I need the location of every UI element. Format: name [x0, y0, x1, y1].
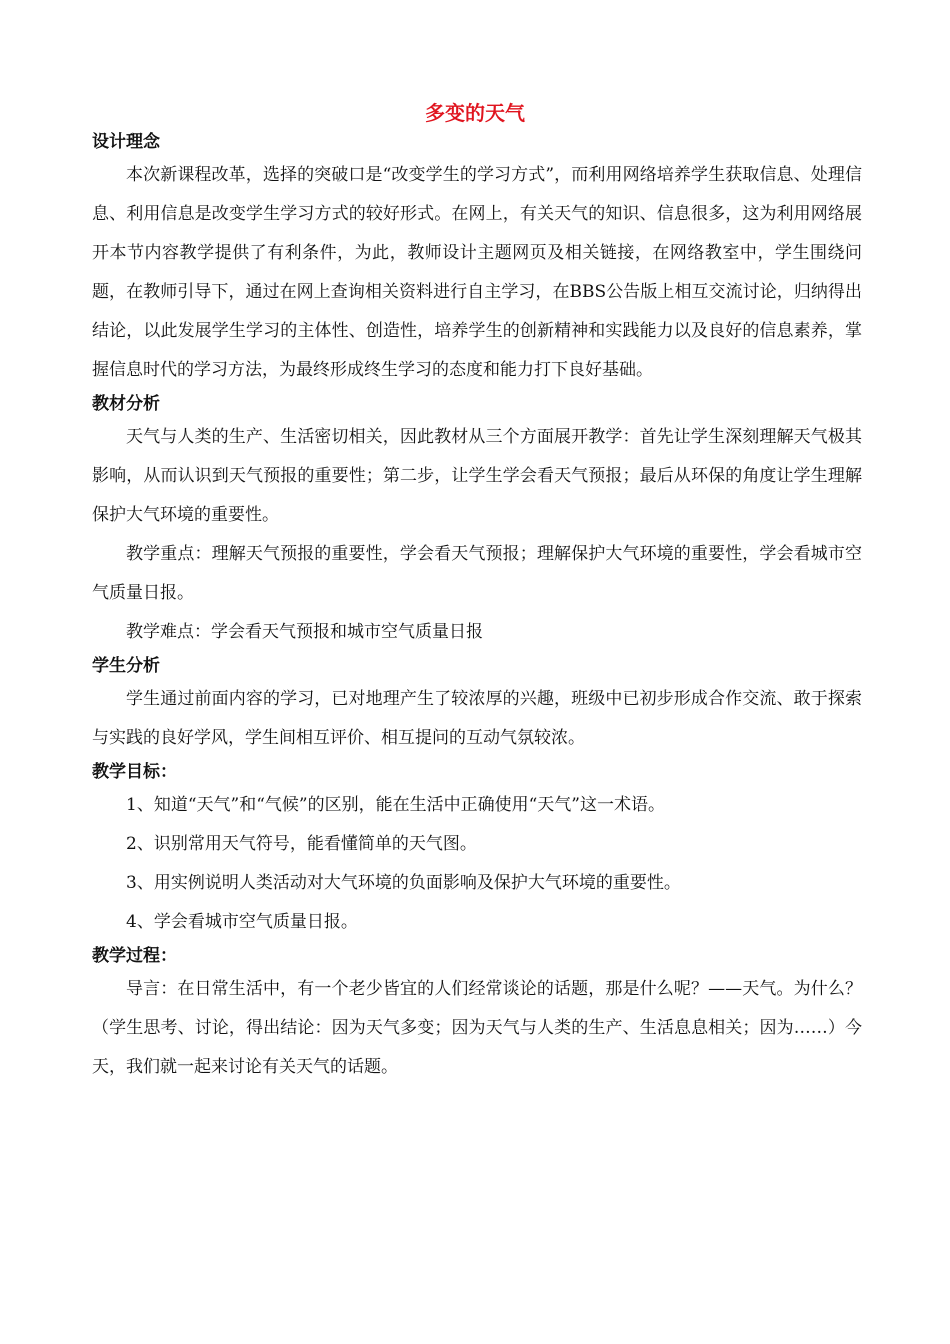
section-heading: 教学过程：: [92, 946, 177, 966]
paragraph: 导言：在日常生活中，有一个老少皆宜的人们经常谈论的话题，那是什么呢？——天气。为什么？（学生思考、讨论，得出结论：因为天气多变；因为天气与人类的生产、生活息息相关；因为……）今天，我们就一起来讨论有关天气的话题。: [92, 979, 862, 1077]
paragraph: 天气与人类的生产、生活密切相关，因此教材从三个方面展开教学：首先让学生深刻理解天气极其影响，从而认识到天气预报的重要性；第二步，让学生学会看天气预报；最后从环保的角度让学生理解保护大气环境的重要性。: [92, 427, 862, 525]
paragraph: 本次新课程改革，选择的突破口是“改变学生的学习方式”，而利用网络培养学生获取信息、处理信息、利用信息是改变学生学习方式的较好形式。在网上，有关天气的知识、信息很多，这为利用网络展开本节内容教学提供了有利条件，为此，教师设计主题网页及相关链接，在网络教室中，学生围绕问题，在教师引导下，通过在网上查询相关资料进行自主学习，在BBS公告版上相互交流讨论，归纳得出结论，以此发展学生学习的主体性、创造性，培养学生的创新精神和实践能力以及良好的信息素养，掌握信息时代的学习方法，为最终形成终生学习的态度和能力打下良好基础。: [92, 165, 862, 380]
paragraph: 教学重点：理解天气预报的重要性，学会看天气预报；理解保护大气环境的重要性，学会看城市空气质量日报。: [92, 544, 862, 603]
list-item: 3、用实例说明人类活动对大气环境的负面影响及保护大气环境的重要性。: [126, 873, 681, 893]
document-body: [92, 128, 862, 1087]
section-design-concept: [92, 128, 862, 390]
paragraph: 学生通过前面内容的学习，已对地理产生了较浓厚的兴趣，班级中已初步形成合作交流、敢于探索与实践的良好学风，学生间相互评价、相互提问的互动气氛较浓。: [92, 689, 862, 748]
section-student-analysis: [92, 652, 862, 758]
list-item: 1、知道“天气”和“气候”的区别，能在生活中正确使用“天气”这一术语。: [126, 795, 665, 815]
section-heading: 教学目标：: [92, 762, 177, 782]
section-material-analysis: [92, 390, 862, 652]
section-heading: 学生分析: [92, 656, 160, 676]
paragraph: 教学难点：学会看天气预报和城市空气质量日报: [126, 622, 483, 642]
section-heading: 教材分析: [92, 394, 160, 414]
section-teaching-goals: [92, 758, 862, 942]
list-item: 4、学会看城市空气质量日报。: [126, 912, 358, 932]
document-title: 多变的天气: [425, 101, 525, 125]
section-teaching-process: [92, 942, 862, 1087]
list-item: 2、识别常用天气符号，能看懂简单的天气图。: [126, 834, 477, 854]
section-heading: 设计理念: [92, 132, 160, 152]
